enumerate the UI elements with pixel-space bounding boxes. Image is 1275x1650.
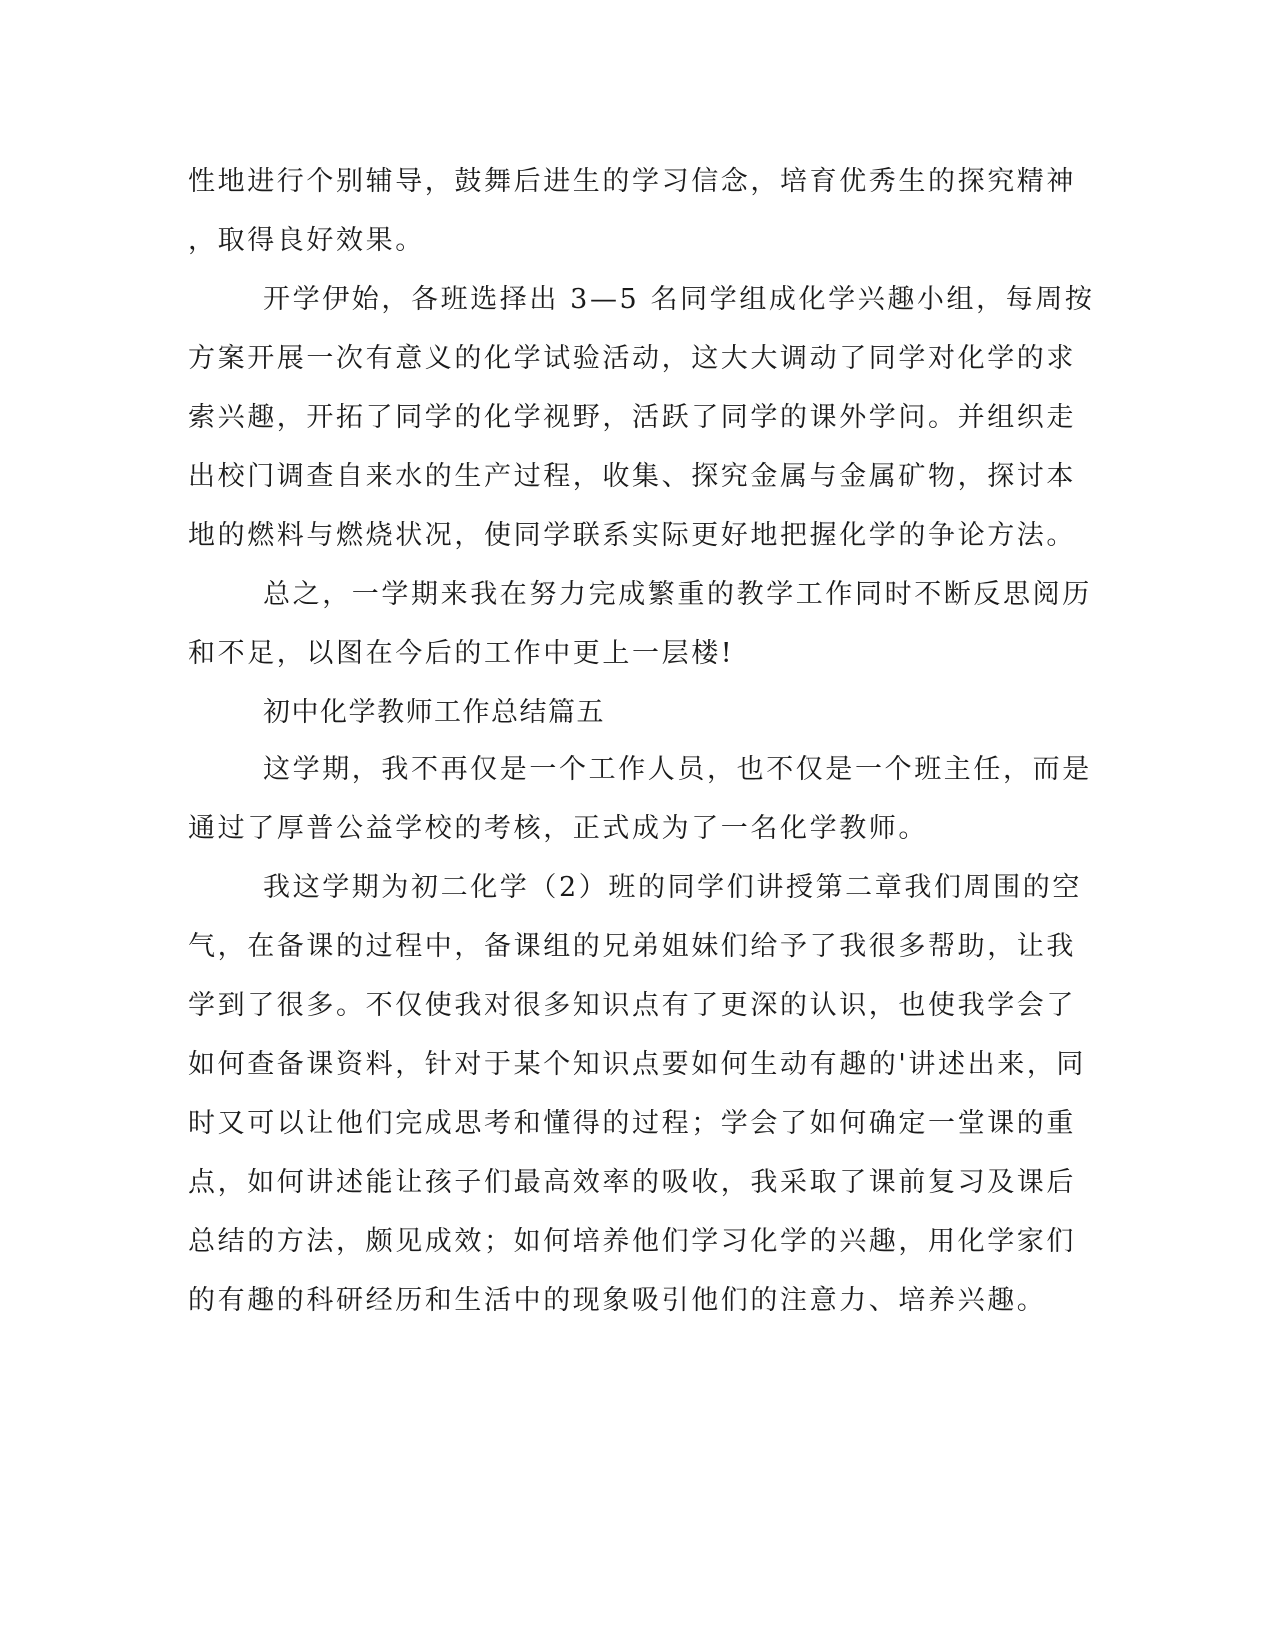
text-line: 通过了厚普公益学校的考核，正式成为了一名化学教师。 [188, 813, 928, 844]
text-line: 总结的方法，颇见成效；如何培养他们学习化学的兴趣，用化学家们 [188, 1226, 1076, 1257]
text-line: 总之，一学期来我在努力完成繁重的教学工作同时不断反思阅历 [263, 579, 1092, 610]
text-line: 方案开展一次有意义的化学试验活动，这大大调动了同学对化学的求 [188, 343, 1076, 374]
section-heading: 初中化学教师工作总结篇五 [263, 697, 605, 728]
text-line: 索兴趣，开拓了同学的化学视野，活跃了同学的课外学问。并组织走 [188, 402, 1076, 433]
text-line: 和不足，以图在今后的工作中更上一层楼! [188, 638, 735, 669]
text-line: ，取得良好效果。 [188, 225, 425, 256]
text-line: 我这学期为初二化学（2）班的同学们讲授第二章我们周围的空 [263, 872, 1082, 903]
text-line: 地的燃料与燃烧状况，使同学联系实际更好地把握化学的争论方法。 [188, 520, 1076, 551]
text-line: 这学期，我不再仅是一个工作人员，也不仅是一个班主任，而是 [263, 754, 1092, 785]
text-line: 如何查备课资料，针对于某个知识点要如何生动有趣的'讲述出来，同 [188, 1049, 1087, 1080]
text-line: 学到了很多。不仅使我对很多知识点有了更深的认识，也使我学会了 [188, 990, 1076, 1021]
text-line: 气，在备课的过程中，备课组的兄弟姐妹们给予了我很多帮助，让我 [188, 931, 1076, 962]
text-line: 的有趣的科研经历和生活中的现象吸引他们的注意力、培养兴趣。 [188, 1285, 1047, 1316]
text-line: 时又可以让他们完成思考和懂得的过程；学会了如何确定一堂课的重 [188, 1108, 1076, 1139]
text-line: 出校门调查自来水的生产过程，收集、探究金属与金属矿物，探讨本 [188, 461, 1076, 492]
text-line: 性地进行个别辅导，鼓舞后进生的学习信念，培育优秀生的探究精神 [188, 166, 1076, 197]
text-line: 点，如何讲述能让孩子们最高效率的吸收，我采取了课前复习及课后 [188, 1167, 1076, 1198]
text-line: 开学伊始，各班选择出 3—5 名同学组成化学兴趣小组，每周按 [263, 284, 1095, 315]
